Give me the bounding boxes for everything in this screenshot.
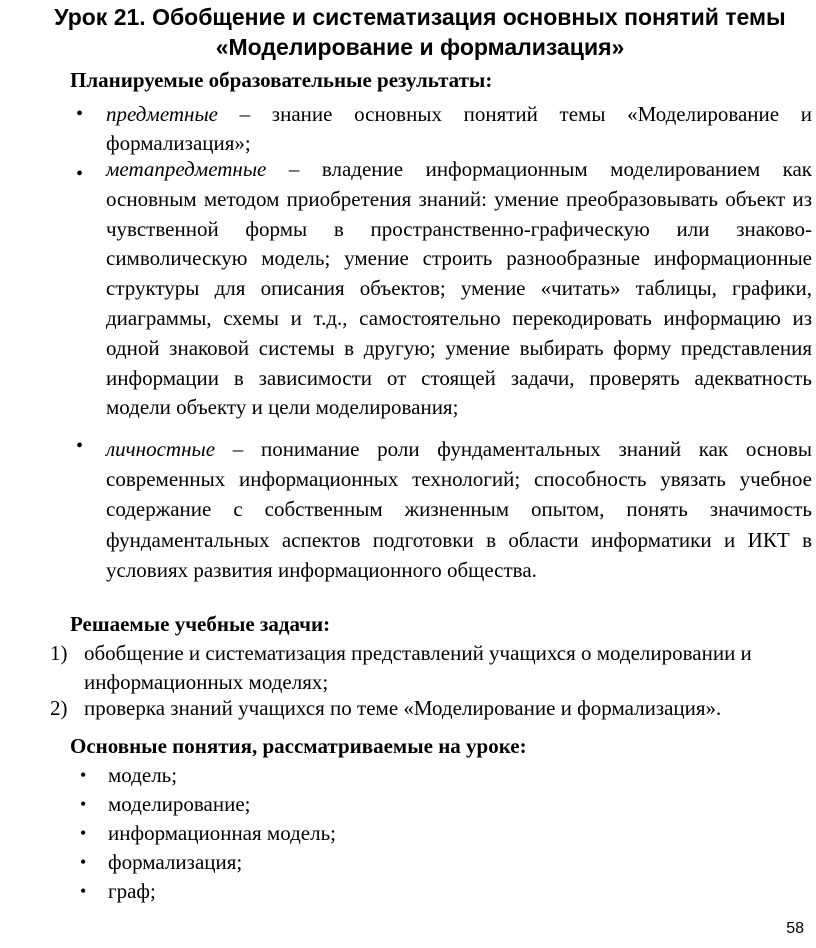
concept-text: модель; — [108, 763, 178, 787]
planned-item-text: – знание основных понятий темы «Моделирование и формализация»; — [106, 102, 812, 155]
concept-text: моделирование; — [108, 792, 251, 816]
concept-text: формализация; — [108, 850, 243, 874]
planned-item-text: – понимание роли фундаментальных знаний как основы современных информационных технологий; способность увязать учебное содержание с собственным жизненным опытом, понять значимость фундаментальных аспектов подготовки в области информатики и ИКТ в условиях развития информационного общества. — [106, 437, 812, 582]
task-text: обобщение и систематизация представлений учащихся о моделировании и информационных моделях; — [84, 641, 752, 694]
planned-results-heading: Планируемые образовательные результаты: — [70, 68, 493, 92]
bullet-icon: • — [80, 881, 87, 901]
planned-item-subject — [106, 100, 812, 158]
task-number: 2) — [50, 696, 68, 720]
lesson-title-line-1: Урок 21. Обобщение и систематизация основных понятий темы — [54, 4, 786, 30]
bullet-icon: • — [76, 103, 84, 125]
planned-item-metasubject — [106, 155, 812, 423]
planned-item-personal — [106, 434, 812, 585]
tasks-heading: Решаемые учебные задачи: — [70, 612, 331, 636]
lesson-title — [20, 2, 816, 62]
task-number: 1) — [50, 641, 68, 665]
concept-text: граф; — [108, 879, 156, 903]
bullet-icon: • — [80, 852, 87, 872]
page-number: 58 — [786, 920, 804, 937]
lesson-title-line-2: «Моделирование и формализация» — [215, 34, 625, 60]
task-text: проверка знаний учащихся по теме «Моделирование и формализация». — [84, 696, 722, 720]
planned-item-term: личностные — [106, 437, 216, 461]
bullet-icon: • — [80, 823, 87, 843]
bullet-icon: • — [80, 765, 87, 785]
bullet-icon: • — [76, 163, 84, 185]
concepts-heading: Основные понятия, рассматриваемые на уроке: — [70, 734, 527, 758]
planned-item-term: метапредметные — [106, 157, 267, 181]
planned-item-term: предметные — [106, 102, 218, 126]
concept-text: информационная модель; — [108, 821, 336, 845]
bullet-icon: • — [76, 435, 84, 457]
bullet-icon: • — [80, 794, 87, 814]
planned-item-text: – владение информационным моделированием как основным методом приобретения знаний: умение преобразовывать объект из чувственной формы в пространственно-графическую или знаково-символическую модель; умение строить разнообразные информационные структуры для описания объектов; умение «читать» таблицы, графики, диаграммы, схемы и т.д., самостоятельно перекодировать информацию из одной знаковой системы в другую; умение выбирать форму представления информации в зависимости от стоящей задачи, проверять адекватность модели объекту и цели моделирования; — [106, 157, 812, 420]
